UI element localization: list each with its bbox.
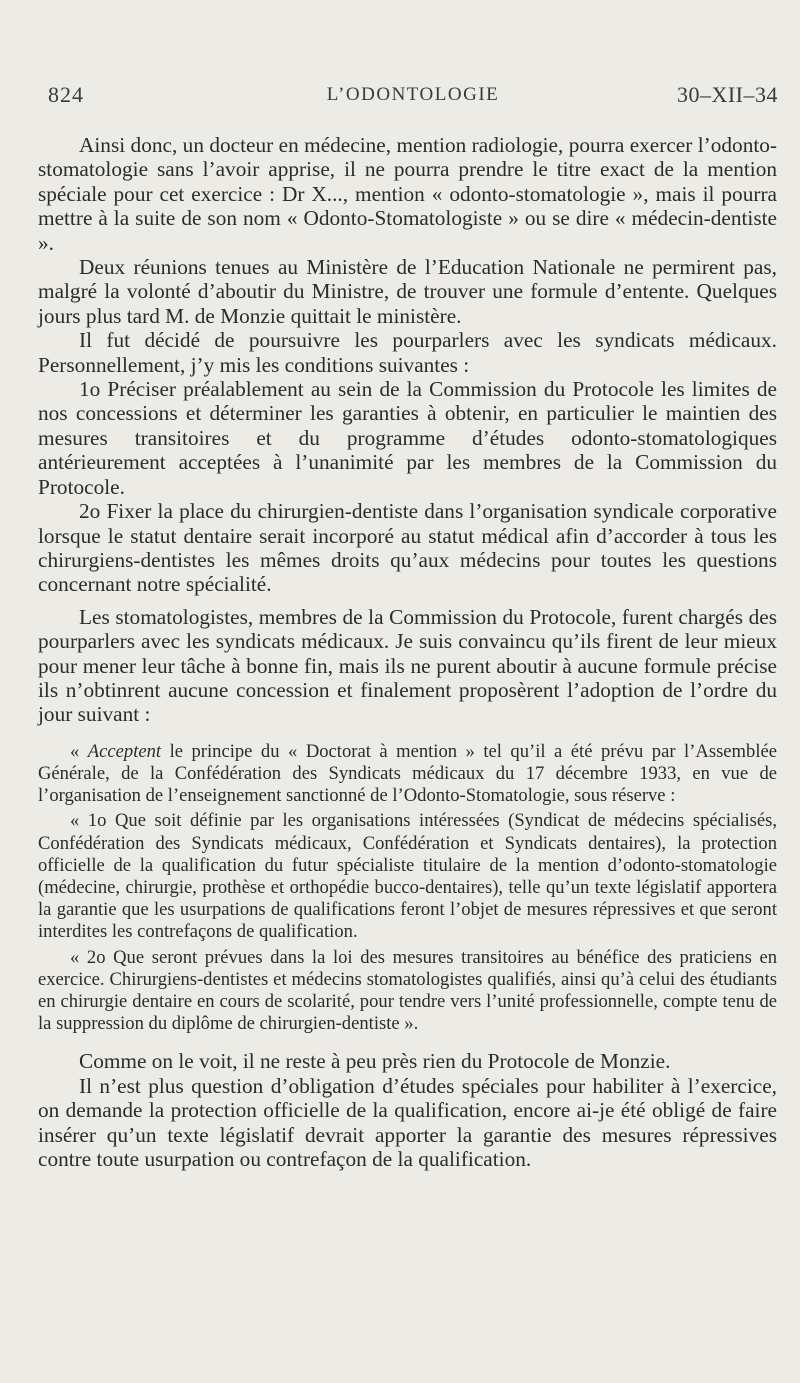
paragraph: Ainsi donc, un docteur en médecine, mention radiologie, pourra exercer l’odonto-stomatologie sans l’avoir apprise, il ne pourra prendre le titre exact de la mention spéciale pour cet exercice : Dr X..., mention « odonto-stomatologie », mais il pourra mettre à la suite de son nom « Odonto-Stomatologiste » ou se dire « médecin-dentiste ».: [38, 133, 777, 255]
running-header: [48, 82, 778, 112]
quote-text: le principe du « Doctorat à mention » tel qu’il a été prévu par l’Assemblée Générale, de la Confédération des Syndicats médicaux du 17 décembre 1933, en vue de l’organisation de l’enseignement sanctionné de l’Odonto-Stomatologie, sous réserve :: [38, 740, 777, 807]
page-number: 824: [48, 82, 84, 107]
quote-paragraph: [38, 741, 777, 808]
quote-paragraph: « 1o Que soit définie par les organisations intéressées (Syndicat de médecins spécialisés, Confédération des Syndicats médicaux, Confédération et Syndicats dentaires), la protection officielle de la qualification du futur spécialiste titulaire de la mention d’odonto-stomatologie (médecine, chirurgie, prothèse et orthopédie bucco-dentaires), telle qu’un texte législatif apportera la garantie que les usurpations de qualifications feront l’objet de mesures répressives et que seront interdites les contrefaçons de qualification.: [38, 810, 777, 943]
quoted-resolution: [38, 741, 777, 1036]
main-text: [38, 133, 777, 727]
issue-date: 30–XII–34: [676, 82, 778, 107]
quote-open: «: [70, 740, 88, 762]
running-title: L’ODONTOLOGIE: [326, 84, 500, 105]
paragraph: 2o Fixer la place du chirurgien-dentiste dans l’organisation syndicale corporative lorsque le statut dentaire serait incorporé au statut médical afin d’accorder à tous les chirurgiens-dentistes les mêmes droits qu’aux médecins pour toutes les questions concernant notre spécialité.: [38, 499, 777, 597]
paragraph: Comme on le voit, il ne reste à peu près rien du Protocole de Monzie.: [79, 1049, 671, 1074]
paragraph: Il n’est plus question d’obligation d’études spéciales pour habiliter à l’exercice, on demande la protection officielle de la qualification, encore ai-je été obligé de faire insérer qu’un texte législatif devrait apporter la garantie des mesures répressives contre toute usurpation ou contrefaçon de la qualification.: [38, 1073, 777, 1172]
paragraph: Les stomatologistes, membres de la Commission du Protocole, furent chargés des pourparlers avec les syndicats médicaux. Je suis convaincu qu’ils firent de leur mieux pour mener leur tâche à bonne fin, mais ils ne purent aboutir à aucune formule précise ils n’obtinrent aucune concession et finalement proposèrent l’adoption de l’ordre du jour suivant :: [38, 604, 777, 727]
paragraph: Il fut décidé de poursuivre les pourparlers avec les syndicats médicaux. Personnellement, j’y mis les conditions suivantes :: [38, 328, 777, 377]
page-body: [38, 133, 777, 1171]
quote-paragraph: « 2o Que seront prévues dans la loi des mesures transitoires au bénéfice des praticiens en exercice. Chirurgiens-dentistes et médecins stomatologistes qualifiés, ainsi qu’à celui des étudiants en chirurgie dentaire en cours de scolarité, pour tendre vers l’unité professionnelle, compte tenu de la suppression du diplôme de chirurgien-dentiste ».: [38, 946, 777, 1035]
paragraph: 1o Préciser préalablement au sein de la Commission du Protocole les limites de nos concessions et déterminer les garanties à obtenir, en particulier le maintien des mesures transitoires et du programme d’études odonto-stomatologiques antérieurement acceptées à l’unanimité par les membres de la Commission du Protocole.: [38, 377, 777, 499]
paragraph: Deux réunions tenues au Ministère de l’Education Nationale ne permirent pas, malgré la volonté d’aboutir du Ministre, de trouver une formule d’entente. Quelques jours plus tard M. de Monzie quittait le ministère.: [38, 255, 777, 328]
closing-text: [38, 1049, 777, 1171]
quote-keyword: Acceptent: [87, 740, 162, 762]
